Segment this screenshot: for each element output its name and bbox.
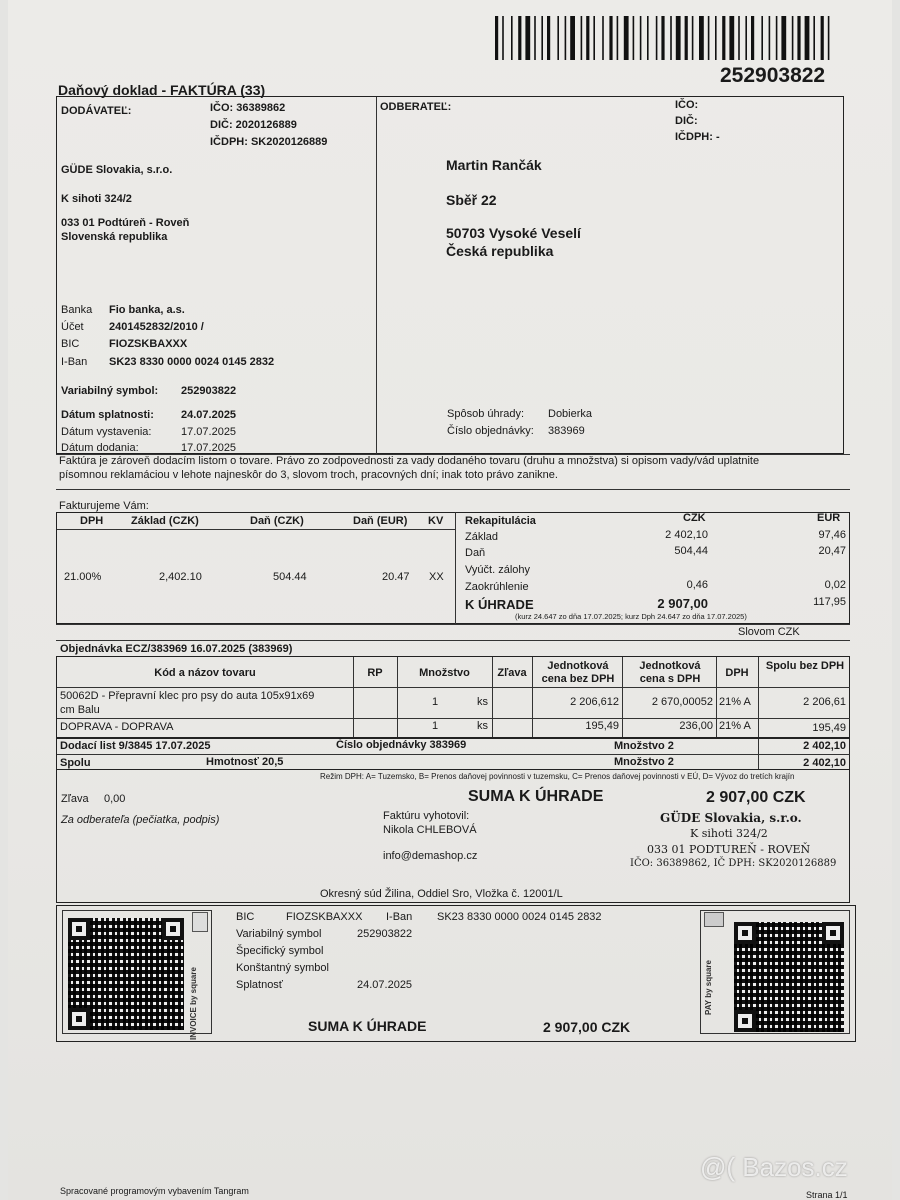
barcode-bar <box>640 16 642 60</box>
bic-label: BIC <box>61 338 80 350</box>
issued-by-name: Nikola CHLEBOVÁ <box>383 824 477 836</box>
payment-label: Spôsob úhrady: <box>447 408 525 420</box>
customer-city: 50703 Vysoké Veselí <box>446 225 581 241</box>
item-unit: ks <box>477 720 488 732</box>
customer-heading: ODBERATEĽ: <box>380 101 452 113</box>
barcode-bar <box>570 16 575 60</box>
barcode-bar <box>557 16 559 60</box>
barcode-bar <box>565 16 567 60</box>
recap-rounding-eur: 0,02 <box>824 579 846 591</box>
barcode-bar <box>593 16 595 60</box>
col-unit-price-gross: Jednotková cena s DPH <box>639 660 701 685</box>
item-name: 50062D - Přepravní klec pro psy do auta 105x91x69 <box>60 690 315 702</box>
vs-value: 252903822 <box>181 385 237 397</box>
barcode-bar <box>781 16 786 60</box>
discount-value: 0,00 <box>104 793 126 805</box>
parties-box <box>56 96 844 454</box>
item-unit-price-gross: 236,00 <box>679 720 713 732</box>
delivery-label: Dátum dodania: <box>61 442 139 454</box>
recap-vat-label: Daň <box>465 547 486 559</box>
vat-base: 2,402.10 <box>159 571 202 583</box>
pb-due-value: 24.07.2025 <box>357 979 413 991</box>
barcode-bar <box>586 16 589 60</box>
item-qty: 1 <box>432 720 439 732</box>
pb-due-label: Splatnosť <box>236 979 283 991</box>
barcode-bar <box>699 16 704 60</box>
col-total-net: Spolu bez DPH <box>765 660 845 672</box>
supplier-city: 033 01 Podtúreň - Roveň <box>61 217 190 229</box>
barcode-bar <box>511 16 513 60</box>
software-note: Spracované programovým vybavením Tangram <box>60 1186 249 1196</box>
recap-advance-label: Vyúčt. zálohy <box>465 564 531 576</box>
total-weight: Hmotnosť 20,5 <box>206 756 284 768</box>
note-line-1: Faktúra je zároveň dodacím listom o tovare. Právo zo zodpovednosti za vady dodaného tovaru (druhu a množstva) si opisom vady/vád uplatnite <box>59 455 760 467</box>
supplier-heading: DODÁVATEĽ: <box>61 105 132 117</box>
recap-rounding-czk: 0,46 <box>686 579 708 591</box>
total-amount: 2 402,10 <box>803 757 846 769</box>
pb-vs-label: Variabilný symbol <box>236 928 322 940</box>
supplier-ico: IČO: 36389862 <box>210 102 286 114</box>
pb-sum-label: SUMA K ÚHRADE <box>308 1018 427 1034</box>
recap-title: Rekapitulácia <box>465 515 536 527</box>
barcode-bar <box>745 16 747 60</box>
item-name: DOPRAVA - DOPRAVA <box>60 721 174 733</box>
stamp-city: 033 01 PODTUREŇ - ROVEŇ <box>647 843 811 856</box>
barcode-bar <box>751 16 754 60</box>
barcode-bar <box>708 16 710 60</box>
account-label: Účet <box>61 321 84 333</box>
discount-label: Zľava <box>61 793 89 805</box>
bank-name: Fio banka, a.s. <box>109 304 185 316</box>
delivery-subtotal: 2 402,10 <box>803 740 846 752</box>
col-discount: Zľava <box>497 667 527 679</box>
item-unit-price-net: 2 206,612 <box>570 696 619 708</box>
recap-vat-czk: 504,44 <box>674 545 708 557</box>
barcode-bar <box>656 16 658 60</box>
item-vat: 21% A <box>719 696 751 708</box>
col-code-name: Kód a názov tovaru <box>154 667 256 679</box>
stamp-ids: IČO: 36389862, IČ DPH: SK2020126889 <box>630 858 837 869</box>
recap-base-czk: 2 402,10 <box>665 529 708 541</box>
recap-total-label: K ÚHRADE <box>465 597 534 612</box>
page-number: Strana 1/1 <box>806 1190 848 1200</box>
vat-rate: 21.00% <box>64 571 102 583</box>
barcode-bar <box>624 16 629 60</box>
vat-regime-note: Režim DPH: A= Tuzemsko, B= Prenos daňovej povinnosti v tuzemsku, C= Prenos daňovej povinnosti v EÚ, D= Vývoz do tretích krajín <box>320 772 795 781</box>
barcode-bar <box>502 16 504 60</box>
invoice-by-square-label: INVOICE by square <box>189 967 198 1040</box>
item-unit: ks <box>477 696 488 708</box>
item-unit-price-net: 195,49 <box>585 720 619 732</box>
barcode-bar <box>769 16 771 60</box>
recap-total-eur: 117,95 <box>813 596 846 608</box>
recap-czk: CZK <box>683 512 706 524</box>
supplier-street: K sihoti 324/2 <box>61 193 132 205</box>
col-quantity: Množstvo <box>419 667 470 679</box>
recap-vat-eur: 20,47 <box>818 545 846 557</box>
pb-vs-value: 252903822 <box>357 928 413 940</box>
supplier-dic: DIČ: 2020126889 <box>210 119 297 131</box>
barcode <box>495 16 845 60</box>
recap-total-czk: 2 907,00 <box>657 596 708 611</box>
stamp-street: K sihoti 324/2 <box>690 827 768 840</box>
summary-sum-label: SUMA K ÚHRADE <box>468 788 604 805</box>
pb-ss-label: Špecifický symbol <box>236 945 324 957</box>
iban-value: SK23 8330 0000 0024 0145 2832 <box>109 356 275 368</box>
barcode-bar <box>792 16 794 60</box>
pb-iban-value: SK23 8330 0000 0024 0145 2832 <box>437 911 602 923</box>
delivery-note: Dodací list 9/3845 17.07.2025 <box>60 740 211 752</box>
customer-country: Česká republika <box>446 243 554 259</box>
item-qty: 1 <box>432 696 439 708</box>
barcode-bar <box>805 16 810 60</box>
vat-h-dan-eur: Daň (EUR) <box>353 515 408 527</box>
col-rp: RP <box>367 667 383 679</box>
barcode-bar <box>692 16 694 60</box>
barcode-bar <box>495 16 498 60</box>
barcode-bar <box>647 16 649 60</box>
invoice-icon <box>192 912 208 932</box>
recap-eur: EUR <box>817 512 841 524</box>
barcode-bar <box>676 16 681 60</box>
barcode-bar <box>821 16 824 60</box>
iban-label: I-Ban <box>61 356 88 368</box>
issued-label: Dátum vystavenia: <box>61 426 152 438</box>
pb-bic-value: FIOZSKBAXXX <box>286 911 363 923</box>
item-vat: 21% A <box>719 720 751 732</box>
barcode-bar <box>518 16 521 60</box>
customer-ico: IČO: <box>675 99 699 111</box>
barcode-bar <box>670 16 672 60</box>
col-unit-price-net: Jednotková cena bez DPH <box>541 660 615 685</box>
pb-sum-value: 2 907,00 CZK <box>543 1019 631 1035</box>
vat-h-dan: Daň (CZK) <box>250 515 304 527</box>
customer-street: Sběř 22 <box>446 192 497 208</box>
barcode-bar <box>617 16 619 60</box>
vat-h-zaklad: Základ (CZK) <box>131 515 199 527</box>
recap-rounding-label: Zaokrúhlenie <box>465 581 529 593</box>
due-value: 24.07.2025 <box>181 409 237 421</box>
barcode-bar <box>797 16 800 60</box>
invoice-number: 252903822 <box>720 64 826 87</box>
barcode-bar <box>715 16 717 60</box>
watermark: @( Bazos.cz <box>700 1152 848 1182</box>
supplier-icdph: IČDPH: SK2020126889 <box>210 136 328 148</box>
item-total: 2 206,61 <box>803 696 846 708</box>
vs-label: Variabilný symbol: <box>61 385 159 397</box>
item-total: 195,49 <box>812 722 846 734</box>
due-label: Dátum splatnosti: <box>61 409 154 421</box>
exchange-rate-note: (kurz 24.647 zo dňa 17.07.2025; kurz Dph 24.647 zo dňa 17.07.2025) <box>515 612 747 621</box>
item-name-cont: cm Balu <box>60 704 100 716</box>
order-label: Číslo objednávky: <box>447 425 534 437</box>
summary-sum-value: 2 907,00 CZK <box>706 789 806 806</box>
recap-base-eur: 97,46 <box>818 529 846 541</box>
barcode-bar <box>525 16 530 60</box>
vat-kv: XX <box>429 571 444 583</box>
barcode-bar <box>534 16 536 60</box>
barcode-bar <box>828 16 830 60</box>
issued-value: 17.07.2025 <box>181 426 237 438</box>
delivery-value: 17.07.2025 <box>181 442 237 454</box>
total-qty: Množstvo 2 <box>614 756 674 768</box>
barcode-bar <box>547 16 550 60</box>
barcode-bar <box>761 16 763 60</box>
customer-dic: DIČ: <box>675 115 698 127</box>
delivery-order-no: Číslo objednávky 383969 <box>336 739 467 751</box>
barcode-bar <box>661 16 664 60</box>
item-unit-price-gross: 2 670,00052 <box>651 696 713 708</box>
customer-icdph: IČDPH: - <box>675 131 720 143</box>
note-line-2: písomnou reklamáciou v lehote najneskôr do 3, slovom troch, pracovných dní; inak toto právo zanikne. <box>59 469 558 481</box>
billing-intro: Fakturujeme Vám: <box>59 500 149 512</box>
pb-bic-label: BIC <box>236 911 255 923</box>
vat-amount-eur: 20.47 <box>382 571 410 583</box>
supplier-country: Slovenská republika <box>61 231 168 243</box>
court-registration: Okresný súd Žilina, Oddiel Sro, Vložka č. 12001/L <box>320 888 563 900</box>
customer-name: Martin Rančák <box>446 157 542 173</box>
signature-label: Za odberateľa (pečiatka, podpis) <box>61 814 220 826</box>
pay-by-square-label: PAY by square <box>704 960 713 1015</box>
supplier-name: GÜDE Slovakia, s.r.o. <box>61 164 173 176</box>
stamp-name: GÜDE Slovakia, s.r.o. <box>660 811 802 825</box>
barcode-bar <box>738 16 740 60</box>
barcode-bar <box>722 16 725 60</box>
delivery-qty: Množstvo 2 <box>614 740 674 752</box>
contact-email: info@demashop.cz <box>383 850 478 862</box>
barcode-bar <box>776 16 778 60</box>
barcode-bar <box>609 16 612 60</box>
payment-value: Dobierka <box>548 408 593 420</box>
total-label: Spolu <box>60 757 91 769</box>
barcode-bar <box>729 16 734 60</box>
bic-value: FIOZSKBAXXX <box>109 338 188 350</box>
barcode-bar <box>581 16 583 60</box>
bank-label: Banka <box>61 304 93 316</box>
barcode-bar <box>685 16 688 60</box>
card-icon <box>704 912 724 927</box>
amount-in-words: Slovom CZK <box>738 626 800 638</box>
account-number: 2401452832/2010 / <box>109 321 204 333</box>
barcode-bar <box>541 16 543 60</box>
recap-base-label: Základ <box>465 531 499 543</box>
vat-amount: 504.44 <box>273 571 307 583</box>
barcode-bar <box>813 16 815 60</box>
pb-iban-label: I-Ban <box>386 911 413 923</box>
col-vat: DPH <box>725 667 749 679</box>
order-title: Objednávka ECZ/383969 16.07.2025 (383969) <box>60 643 293 655</box>
vat-h-dph: DPH <box>80 515 104 527</box>
invoice-title: Daňový doklad - FAKTÚRA (33) <box>58 82 266 98</box>
order-value: 383969 <box>548 425 585 437</box>
issued-by-label: Faktúru vyhotovil: <box>383 810 470 822</box>
barcode-bar <box>633 16 635 60</box>
vat-h-kv: KV <box>428 515 444 527</box>
pb-ks-label: Konštantný symbol <box>236 962 329 974</box>
barcode-bar <box>602 16 604 60</box>
